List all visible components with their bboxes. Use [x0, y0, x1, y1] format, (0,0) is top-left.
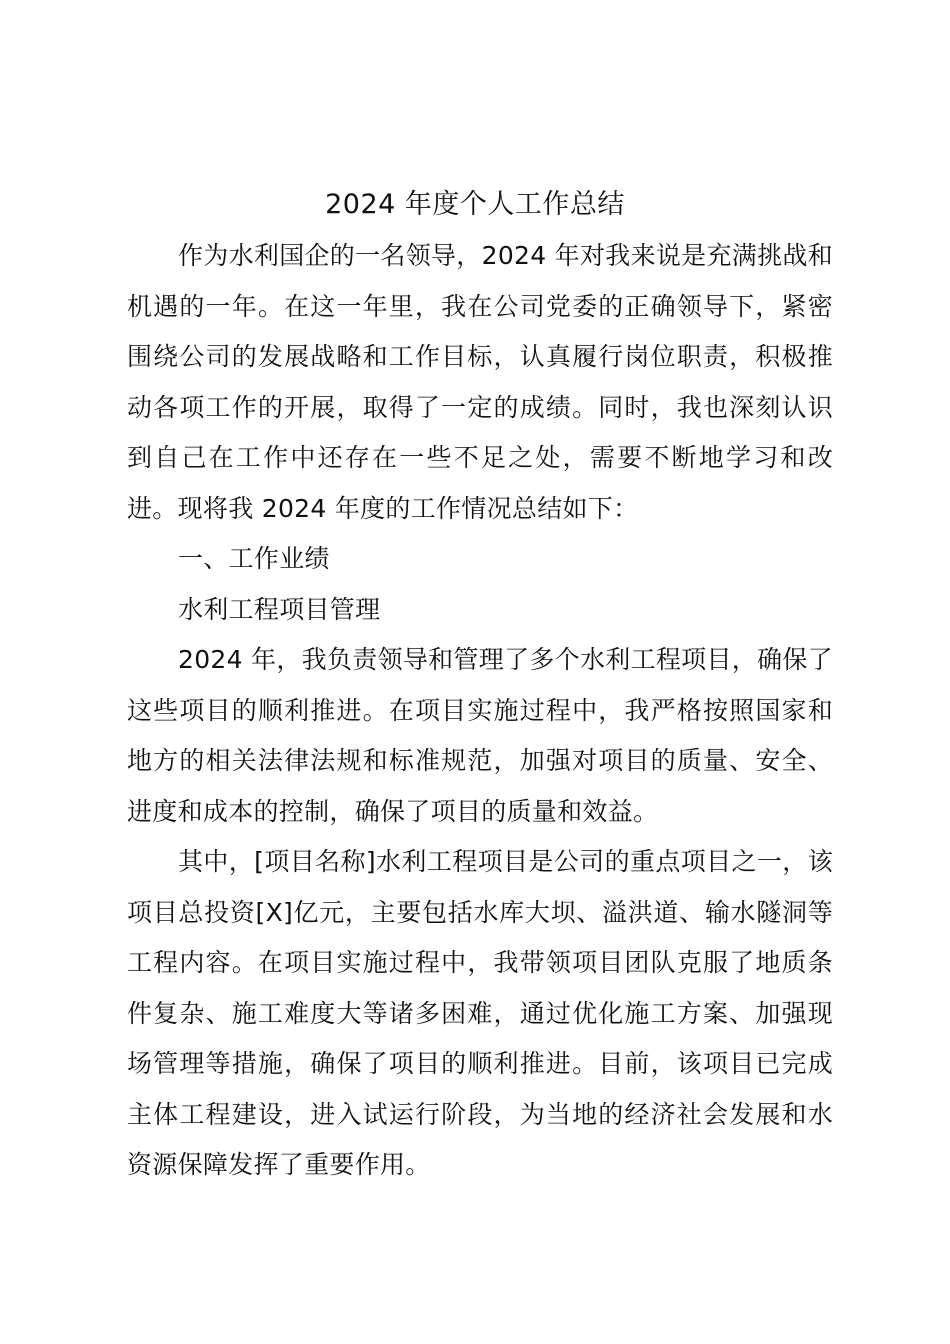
- document-body: [127, 231, 833, 1191]
- document-title: 2024 年度个人工作总结: [325, 189, 625, 220]
- subsection-heading-project-management: 水利工程项目管理: [178, 594, 381, 624]
- key-project-paragraph: 其中，[项目名称]水利工程项目是公司的重点项目之一，该项目总投资[X]亿元，主要包括水库大坝、溢洪道、输水隧洞等工程内容。在项目实施过程中，我带领项目团队克服了地质条件复杂、施工难度大等诸多困难，通过优化施工方案、加强现场管理等措施，确保了项目的顺利推进。目前，该项目已完成主体工程建设，进入试运行阶段，为当地的经济社会发展和水资源保障发挥了重要作用。: [127, 847, 833, 1179]
- project-management-paragraph: 2024 年，我负责领导和管理了多个水利工程项目，确保了这些项目的顺利推进。在项目实施过程中，我严格按照国家和地方的相关法律法规和标准规范，加强对项目的质量、安全、进度和成本的控制，确保了项目的质量和效益。: [127, 645, 833, 826]
- section-heading-work-achievements: 一、工作业绩: [178, 544, 330, 573]
- intro-paragraph: 作为水利国企的一名领导，2024 年对我来说是充满挑战和机遇的一年。在这一年里，我在公司党委的正确领导下，紧密围绕公司的发展战略和工作目标，认真履行岗位职责，积极推动各项工作的开展，取得了一定的成绩。同时，我也深刻认识到自己在工作中还存在一些不足之处，需要不断地学习和改进。现将我 2024 年度的工作情况总结如下：: [127, 241, 833, 523]
